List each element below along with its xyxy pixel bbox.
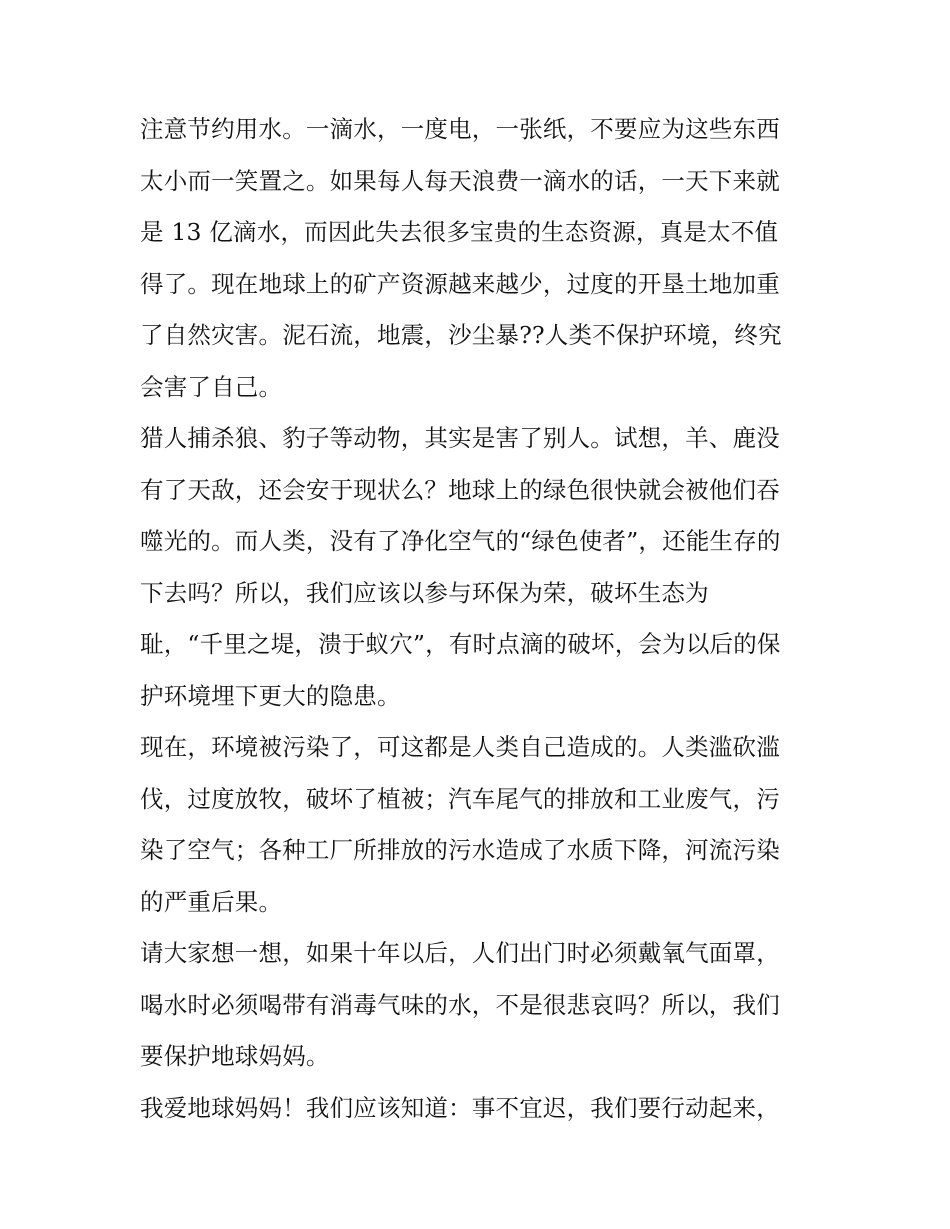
text-line: 现在，环境被污染了，可这都是人类自己造成的。人类滥砍滥 xyxy=(140,733,780,761)
text-line: 下去吗？所以，我们应该以参与环保为荣，破坏生态为 xyxy=(140,578,709,607)
text-line: 噬光的。而人类，没有了净化空气的“绿色使者”，还能生存的 xyxy=(140,527,781,555)
text-line: 喝水时必须喝带有消毒气味的水，不是很悲哀吗？所以，我们 xyxy=(140,990,780,1019)
text-line: 了自然灾害。泥石流，地震，沙尘暴??人类不保护环境，终究 xyxy=(140,321,782,349)
text-line: 护环境埋下更大的隐患。 xyxy=(140,681,401,710)
text-line: 我爱地球妈妈！我们应该知道：事不宜迟，我们要行动起来， xyxy=(140,1093,780,1122)
text-line: 注意节约用水。一滴水，一度电，一张纸，不要应为这些东西 xyxy=(140,115,780,143)
text-line: 要保护地球妈妈。 xyxy=(140,1042,330,1070)
text-line: 猎人捕杀狼、豹子等动物，其实是害了别人。试想，羊、鹿没 xyxy=(140,424,780,452)
text-line: 染了空气；各种工厂所排放的污水造成了水质下降，河流污染 xyxy=(140,836,780,864)
text-line: 的严重后果。 xyxy=(140,887,283,916)
text-line: 太小而一笑置之。如果每人每天浪费一滴水的话，一天下来就 xyxy=(140,166,780,195)
text-line: 是 13 亿滴水，而因此失去很多宝贵的生态资源，真是太不值 xyxy=(140,218,779,246)
text-line: 请大家想一想，如果十年以后，人们出门时必须戴氧气面罩， xyxy=(140,939,780,967)
text-line: 伐，过度放牧，破坏了植被；汽车尾气的排放和工业废气，污 xyxy=(140,784,780,813)
text-line: 得了。现在地球上的矿产资源越来越少，过度的开垦土地加重 xyxy=(140,269,780,298)
text-line: 有了天敌，还会安于现状么？地球上的绿色很快就会被他们吞 xyxy=(140,475,780,504)
text-line: 会害了自己。 xyxy=(140,372,283,401)
document-body xyxy=(140,104,820,1134)
text-line: 耻，“千里之堤，溃于蚁穴”，有时点滴的破坏，会为以后的保 xyxy=(140,630,781,658)
